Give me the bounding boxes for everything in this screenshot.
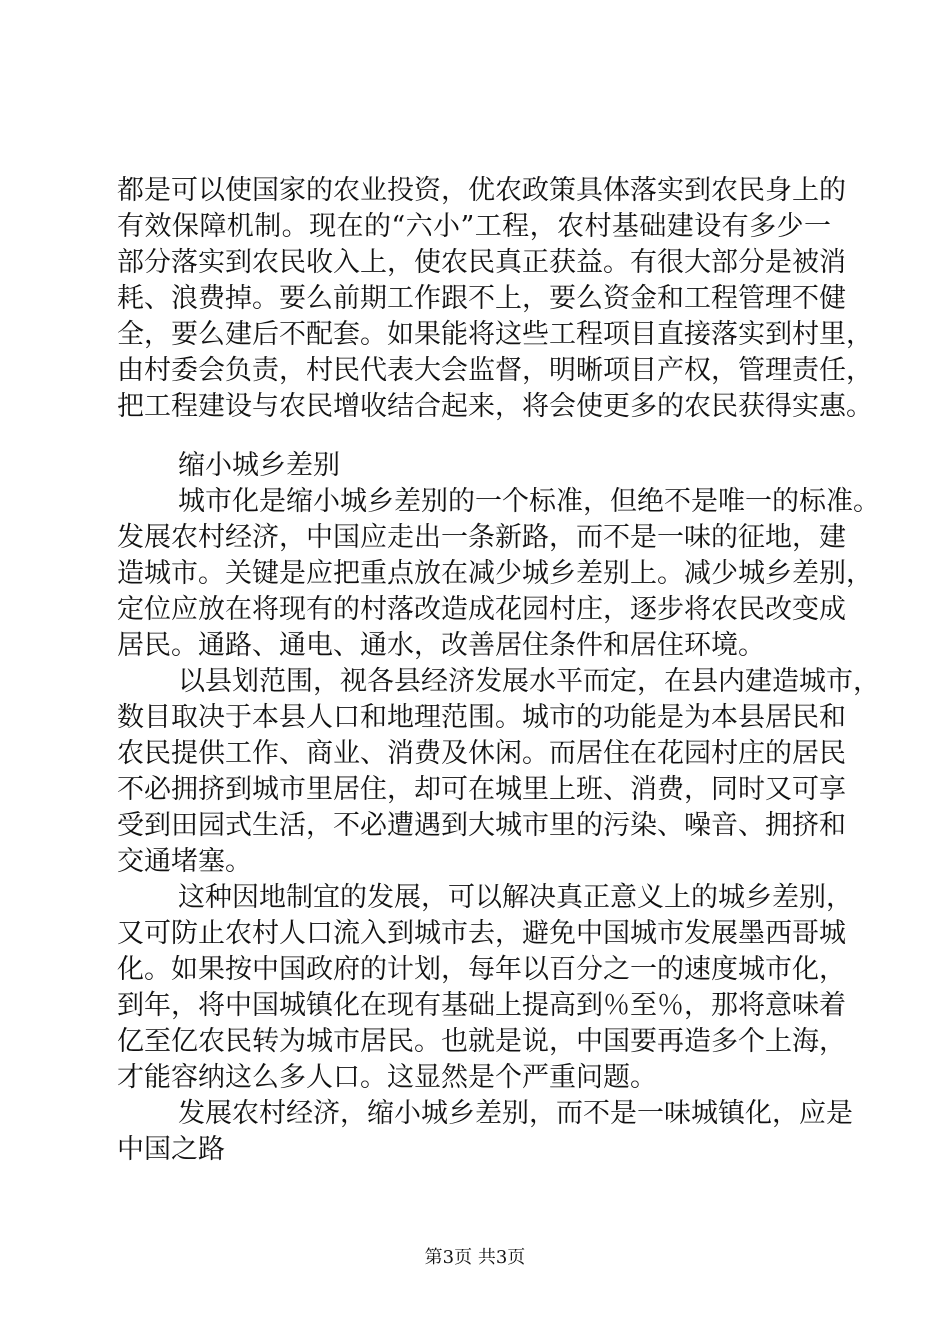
text-line: 定位应放在将现有的村落改造成花园村庄，逐步将农民改变成	[117, 594, 846, 625]
text-line: 有效保障机制。现在的“六小”工程，农村基础建设有多少一	[117, 211, 831, 242]
text-line: 又可防止农村人口流入到城市去，避免中国城市发展墨西哥城	[117, 918, 846, 949]
text-line: 全，要么建后不配套。如果能将这些工程项目直接落实到村里，	[117, 319, 873, 350]
text-line: 部分落实到农民收入上，使农民真正获益。有很大部分是被消	[117, 247, 846, 278]
text-line: 交通堵塞。	[117, 846, 252, 877]
text-line: 数目取决于本县人口和地理范围。城市的功能是为本县居民和	[117, 702, 846, 733]
text-line: 到年，将中国城镇化在现有基础上提高到％至％，那将意味着	[117, 990, 846, 1021]
text-line: 都是可以使国家的农业投资，优农政策具体落实到农民身上的	[117, 175, 846, 206]
text-line: 耗、浪费掉。要么前期工作跟不上，要么资金和工程管理不健	[117, 283, 846, 314]
text-line: 才能容纳这么多人口。这显然是个严重问题。	[117, 1062, 657, 1093]
text-line: 这种因地制宜的发展，可以解决真正意义上的城乡差别，	[178, 882, 853, 913]
text-line: 农民提供工作、商业、消费及休闲。而居住在花园村庄的居民	[117, 738, 846, 769]
section-heading: 缩小城乡差别	[178, 450, 340, 481]
page-footer: 第3页 共3页	[424, 1247, 526, 1268]
text-line: 发展农村经济，缩小城乡差别，而不是一味城镇化，应是	[178, 1098, 853, 1129]
text-line: 发展农村经济，中国应走出一条新路，而不是一味的征地，建	[117, 522, 846, 553]
text-line: 化。如果按中国政府的计划，每年以百分之一的速度城市化，	[117, 954, 846, 985]
text-line: 以县划范围，视各县经济发展水平而定，在县内建造城市，	[178, 666, 880, 697]
text-line: 居民。通路、通电、通水，改善居住条件和居住环境。	[117, 630, 765, 661]
text-line: 由村委会负责，村民代表大会监督，明晰项目产权，管理责任，	[117, 355, 873, 386]
text-line: 城市化是缩小城乡差别的一个标准，但绝不是唯一的标准。	[178, 486, 880, 517]
text-line: 把工程建设与农民增收结合起来，将会使更多的农民获得实惠。	[117, 391, 873, 422]
text-line: 造城市。关键是应把重点放在减少城乡差别上。减少城乡差别，	[117, 558, 873, 589]
text-line: 受到田园式生活，不必遭遇到大城市里的污染、噪音、拥挤和	[117, 810, 846, 841]
text-line: 不必拥挤到城市里居住，却可在城里上班、消费，同时又可享	[117, 774, 846, 805]
text-line: 中国之路	[117, 1134, 225, 1165]
text-line: 亿至亿农民转为城市居民。也就是说，中国要再造多个上海，	[117, 1026, 846, 1057]
